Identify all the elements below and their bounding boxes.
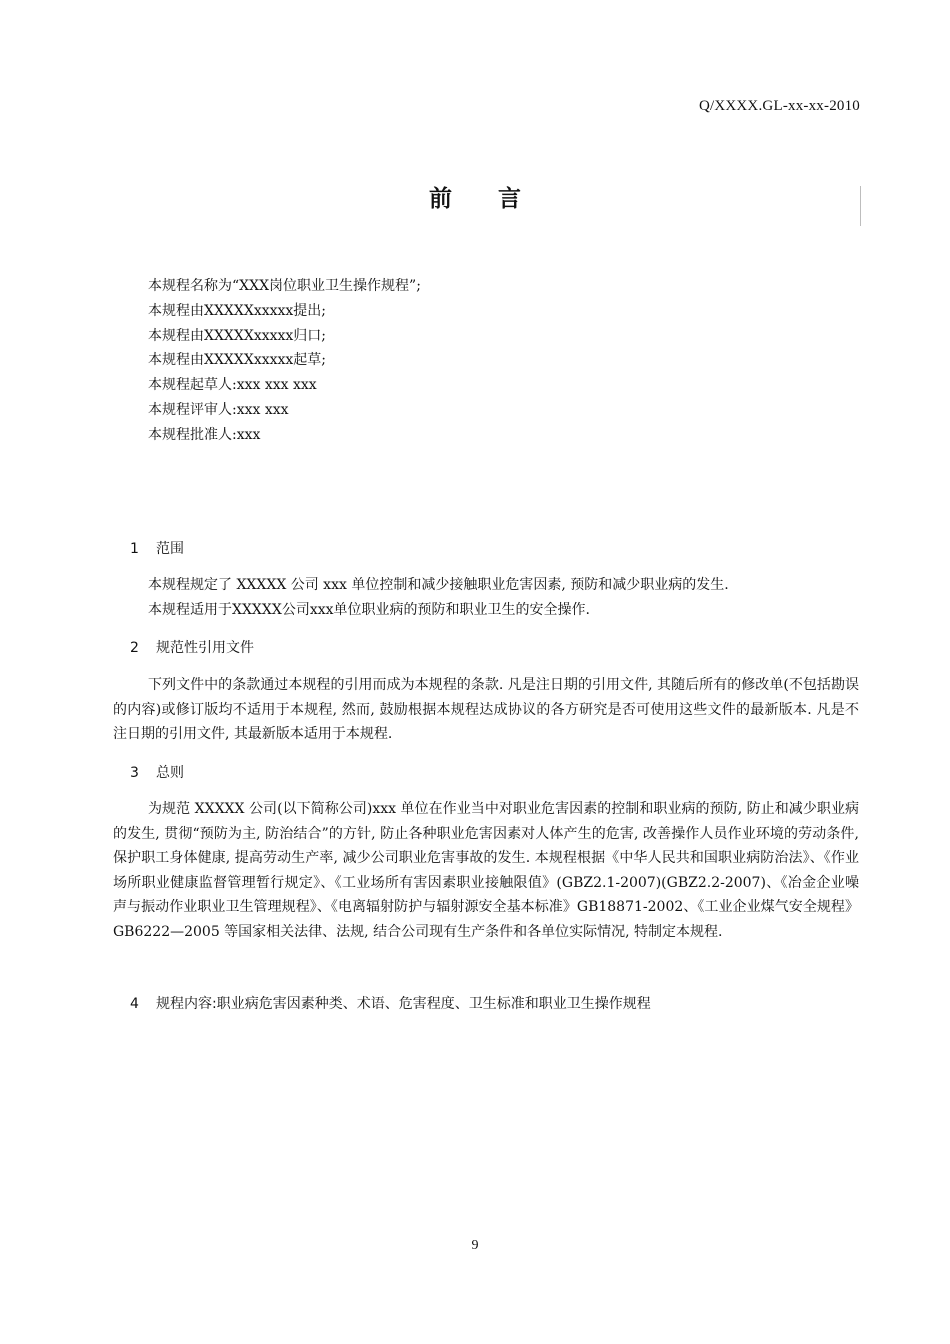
section-heading-references <box>130 637 254 657</box>
page-title: 前言 <box>429 186 567 212</box>
section-heading-general <box>130 762 184 782</box>
meta-drafter: 本规程由XXXXXxxxxx起草; <box>148 352 327 369</box>
section-title: 规范性引用文件 <box>156 640 254 656</box>
meta-proposer: 本规程由XXXXXxxxxx提出; <box>148 302 327 319</box>
section-heading-content <box>130 993 651 1013</box>
section-number: 3 <box>130 765 139 781</box>
section-number: 4 <box>130 996 139 1012</box>
scope-paragraph-2: 本规程适用于XXXXX公司xxx单位职业病的预防和职业卫生的安全操作. <box>148 602 590 618</box>
document-code: Q/XXXX.GL-xx-xx-2010 <box>698 98 860 114</box>
meta-name: 本规程名称为“XXX岗位职业卫生操作规程”; <box>148 278 421 294</box>
section-title: 总则 <box>156 765 184 781</box>
section-number: 2 <box>130 640 139 656</box>
meta-owner: 本规程由XXXXXxxxxx归口; <box>148 327 327 344</box>
meta-reviewers: 本规程评审人:xxx xxx <box>148 401 289 418</box>
section-number: 1 <box>130 541 139 557</box>
references-paragraph: 下列文件中的条款通过本规程的引用而成为本规程的条款. 凡是注日期的引用文件, 其随后所有的修改单(不包括勘误的内容)或修订版均不适用于本规程, 然而, 鼓励根据本规程达成协议的各方研究是否可使用这些文件的最新版本. 凡是不注日期的引用文件, 其最新版本适用于本规程. <box>113 677 859 743</box>
scope-paragraph-1: 本规程规定了 XXXXX 公司 xxx 单位控制和减少接触职业危害因素, 预防和减少职业病的发生. <box>148 577 729 593</box>
metadata-list <box>148 274 421 448</box>
section-title: 规程内容:职业病危害因素种类、术语、危害程度、卫生标准和职业卫生操作规程 <box>156 996 651 1012</box>
page-number: 9 <box>471 1238 479 1253</box>
meta-drafters: 本规程起草人:xxx xxx xxx <box>148 377 317 394</box>
section-title: 范围 <box>156 541 184 557</box>
general-paragraph: 为规范 XXXXX 公司(以下简称公司)xxx 单位在作业当中对职业危害因素的控制和职业病的预防, 防止和减少职业病的发生, 贯彻“预防为主, 防治结合”的方针, 防止各种职业危害因素对人体产生的危害, 改善操作人员作业环境的劳动条件, 保护职工身体健康, 提高劳动生产率, 减少公司职业危害事故的发生. 本规程根据《中华人民共和国职业病防治法》、《作业场所职业健康监督管理暂行规定》、《工业场所有害因素职业接触限值》(GBZ2.1-2007)(GBZ2.2-2007)、《冶金企业噪声与振动作业职业卫生管理规程》、《电离辐射防护与辐射源安全基本标准》GB18871-2002、《工业企业煤气安全规程》GB6222—2005 等国家相关法律、法规, 结合公司现有生产条件和各单位实际情况, 特制定本规程. <box>113 801 859 940</box>
meta-approver: 本规程批准人:xxx <box>148 426 261 443</box>
section-heading-scope <box>130 538 184 558</box>
